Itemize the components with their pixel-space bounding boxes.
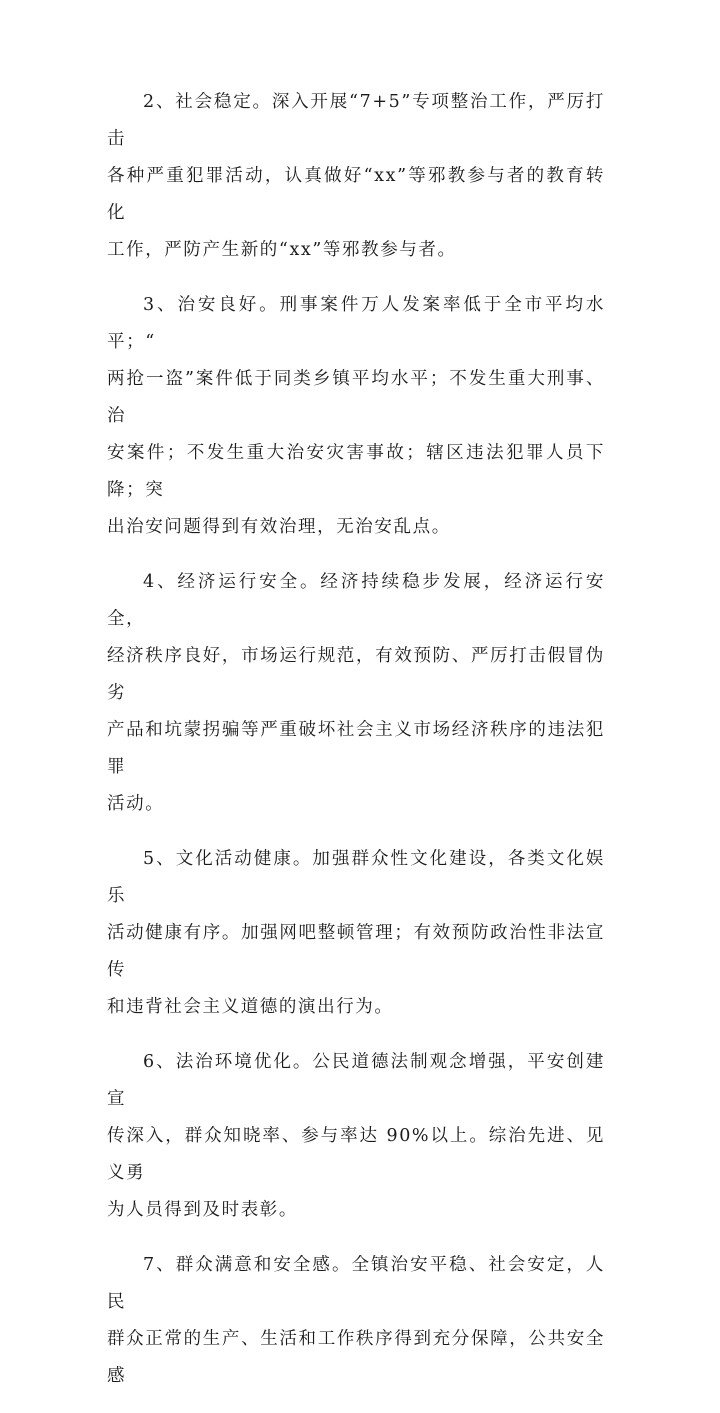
document-body bbox=[107, 84, 605, 1413]
text-line: 安案件；不发生重大治安灾害事故；辖区违法犯罪人员下降；突 bbox=[107, 443, 605, 500]
text-line: 两抢一盗”案件低于同类乡镇平均水平；不发生重大刑事、治 bbox=[107, 369, 605, 426]
text-line: 各种严重犯罪活动，认真做好“xx”等邪教参与者的教育转化 bbox=[107, 166, 605, 223]
text-line: 出治安问题得到有效治理，无治安乱点。 bbox=[107, 517, 451, 537]
text-line: 4、经济运行安全。经济持续稳步发展，经济运行安全， bbox=[107, 572, 605, 629]
text-line: 活动。 bbox=[107, 794, 165, 814]
text-line: 群众正常的生产、生活和工作秩序得到充分保障，公共安全感 bbox=[107, 1329, 605, 1386]
text-line: 产品和坑蒙拐骗等严重破坏社会主义市场经济秩序的违法犯罪 bbox=[107, 720, 605, 777]
paragraph-cultural-activities bbox=[107, 841, 605, 1026]
paragraph-public-security bbox=[107, 287, 605, 546]
text-line: 5、文化活动健康。加强群众性文化建设，各类文化娱乐 bbox=[107, 849, 605, 906]
text-line: 3、治安良好。刑事案件万人发案率低于全市平均水平；“ bbox=[107, 295, 605, 352]
text-line: 2、社会稳定。深入开展“7+5”专项整治工作，严厉打击 bbox=[107, 92, 605, 149]
paragraph-public-satisfaction bbox=[107, 1247, 605, 1395]
text-line: 和违背社会主义道德的演出行为。 bbox=[107, 997, 394, 1017]
text-line: 传深入，群众知晓率、参与率达 90%以上。综治先进、见义勇 bbox=[107, 1126, 605, 1183]
text-line: 经济秩序良好，市场运行规范，有效预防、严厉打击假冒伪劣 bbox=[107, 646, 605, 703]
paragraph-social-stability bbox=[107, 84, 605, 269]
paragraph-economic-safety bbox=[107, 564, 605, 823]
text-line: 活动健康有序。加强网吧整顿管理；有效预防政治性非法宣传 bbox=[107, 923, 605, 980]
text-line: 6、法治环境优化。公民道德法制观念增强，平安创建宣 bbox=[107, 1052, 605, 1109]
text-line: 工作，严防产生新的“xx”等邪教参与者。 bbox=[107, 240, 457, 260]
text-line: 7、群众满意和安全感。全镇治安平稳、社会安定，人民 bbox=[107, 1255, 605, 1312]
text-line: 为人员得到及时表彰。 bbox=[107, 1200, 298, 1220]
paragraph-rule-of-law bbox=[107, 1044, 605, 1229]
